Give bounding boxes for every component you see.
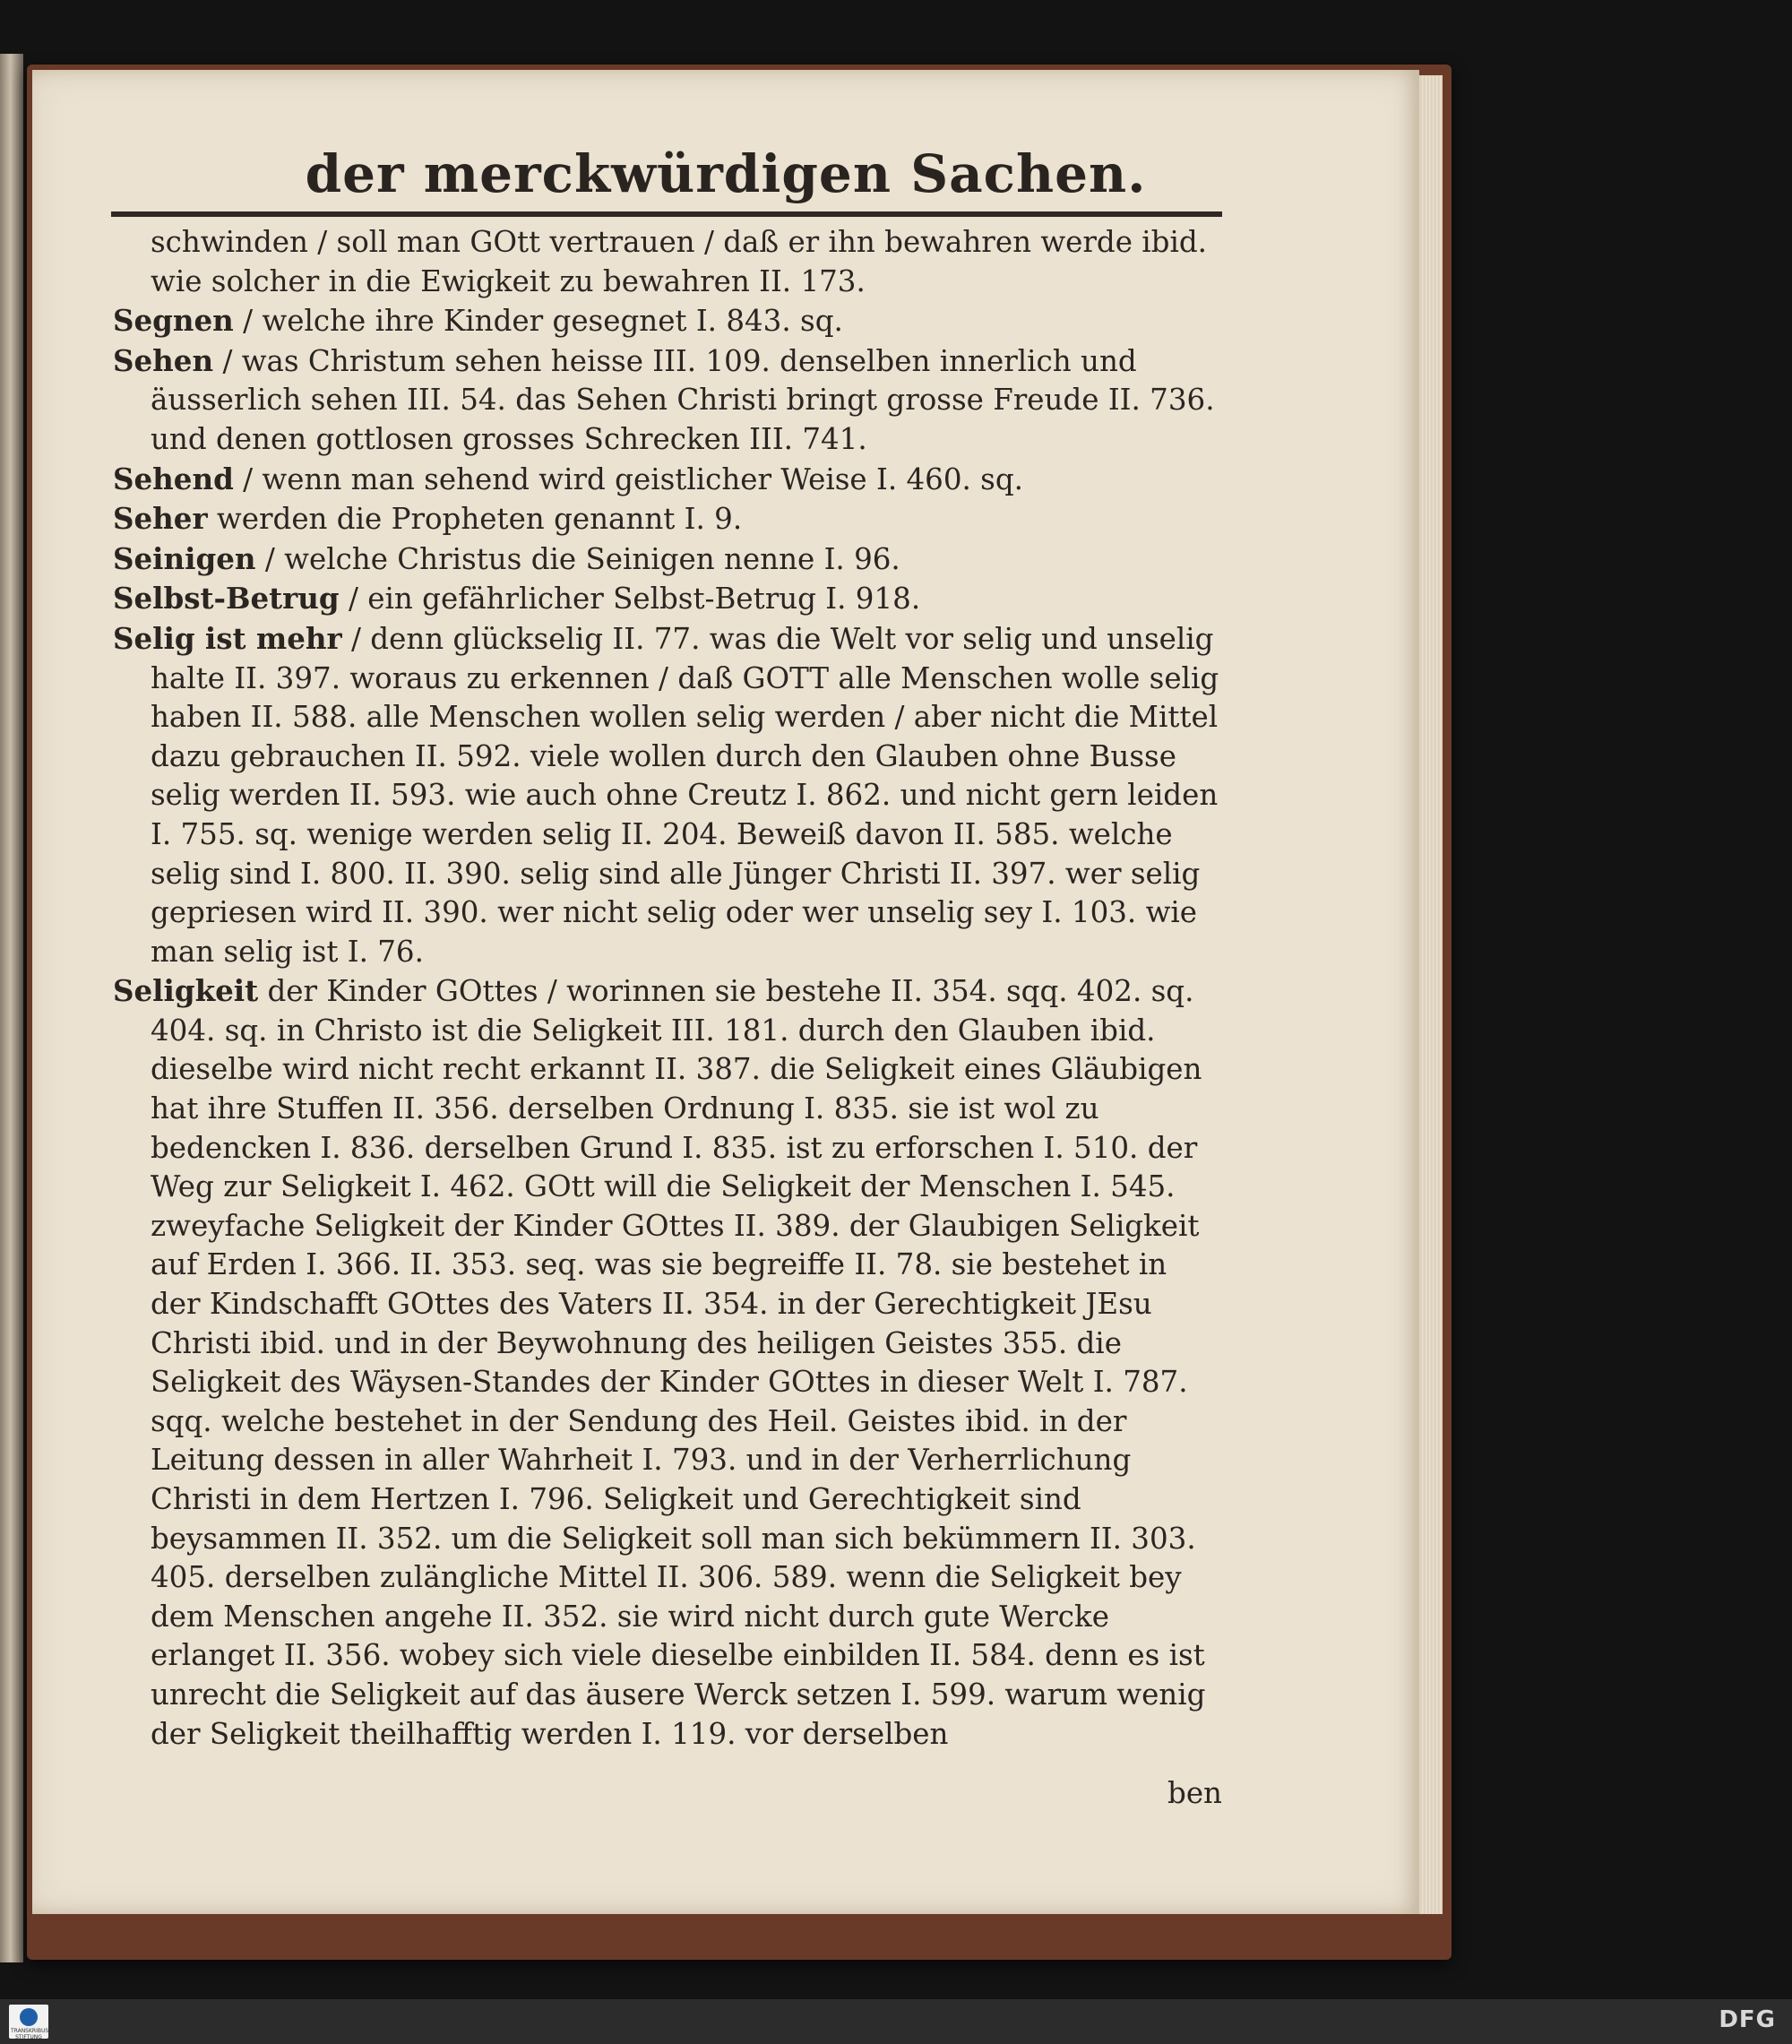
index-entry xyxy=(113,222,1224,301)
logo-mark-icon xyxy=(20,2008,38,2026)
entry-keyword: Seligkeit xyxy=(113,973,259,1009)
index-entry xyxy=(113,499,1224,539)
entry-text: / welche ihre Kinder gesegnet I. 843. sq. xyxy=(243,304,843,339)
entry-keyword: Sehen xyxy=(113,342,214,378)
dfg-logo[interactable]: DFG xyxy=(1719,2006,1776,2033)
header-rule xyxy=(111,211,1222,217)
entry-text: der Kinder GOttes / worinnen sie bestehe II. 354. sqq. 402. sq. 404. sq. in Christo ist die Seligkeit III. 181. durch den Glauben ibid. dieselbe wird nicht recht erkannt II. 387. die Seligkeit eines Gläubigen hat ihre Stuffen II. 356. derselben Ordnung I. 835. sie ist wol zu bedencken I. 836. derselben Grund I. 835. ist zu erforschen I. 510. der Weg zur Seligkeit I. 462. GOtt will die Seligkeit der Menschen I. 545. zweyfache Seligkeit der Kinder GOttes II. 389. der Glaubigen Seligkeit auf Erden I. 366. II. 353. seq. was sie begreiffe II. 78. sie bestehet in der Kindschafft GOttes des Vaters II. 354. in der Gerechtigkeit JEsu Christi ibid. und in der Beywohnung des heiligen Geistes 355. die Seligkeit des Wäysen-Standes der Kinder GOttes in dieser Welt I. 787. sqq. welche bestehet in der Sendung des Heil. Geistes ibid. in der Leitung dessen in aller Wahrheit I. 793. und in der Verherrlichung Christi in dem Hertzen I. 796. Seligkeit und Gerechtigkeit sind beysammen II. 352. um die Seligkeit soll man sich bekümmern II. 303. 405. derselben zulängliche Mittel II. 306. 589. wenn die Seligkeit bey dem Menschen angehe II. 352. sie wird nicht durch gute Wercke erlanget II. 356. wobey sich viele dieselbe einbilden II. 584. denn es ist unrecht die Seligkeit auf das äusere Werck setzen I. 599. warum wenig der Seligkeit theilhafftig werden I. 119. vor derselben xyxy=(151,974,1206,1751)
viewer-footer xyxy=(0,1999,1792,2044)
catchword: ben xyxy=(1167,1776,1222,1810)
entry-keyword: Seher xyxy=(113,501,208,537)
previous-page-edge xyxy=(0,54,23,1962)
index-entry xyxy=(113,460,1224,500)
index-entry xyxy=(113,341,1224,460)
logo-caption: TRANSKRIBUS STIFTUNG xyxy=(11,2028,49,2040)
book-page xyxy=(32,70,1419,1914)
entry-text: / ein gefährlicher Selbst-Betrug I. 918. xyxy=(349,582,921,617)
index-entry xyxy=(113,971,1224,1754)
index-entries xyxy=(113,222,1224,1754)
entry-keyword: Seinigen xyxy=(113,540,256,576)
entry-text: / wenn man sehend wird geistlicher Weise I. 460. sq. xyxy=(243,461,1023,496)
index-entry xyxy=(113,301,1224,341)
entry-text: / denn glückselig II. 77. was die Welt vor selig und unselig halte II. 397. woraus zu erkennen / daß GOTT alle Menschen wolle selig haben II. 588. alle Menschen wollen selig werden / aber nicht die Mittel dazu gebrauchen II. 592. viele wollen durch den Glauben ohne Busse selig werden II. 593. wie auch ohne Creutz I. 862. und nicht gern leiden I. 755. sq. wenige werden selig II. 204. Beweiß davon II. 585. welche selig sind I. 800. II. 390. selig sind alle Jünger Christi II. 397. wer selig gepriesen wird II. 390. wer nicht selig oder wer unselig sey I. 103. wie man selig ist I. 76. xyxy=(151,621,1219,969)
entry-keyword: Selig ist mehr xyxy=(113,620,342,656)
entry-text: werden die Propheten genannt I. 9. xyxy=(216,502,743,537)
entry-text: schwinden / soll man GOtt vertrauen / daß er ihn bewahren werde ibid. wie solcher in die Ewigkeit zu bewahren II. 173. xyxy=(151,225,1208,298)
index-entry xyxy=(113,539,1224,580)
entry-text: / welche Christus die Seinigen nenne I. 96. xyxy=(264,541,900,576)
index-entry xyxy=(113,579,1224,619)
page-header: der merckwürdigen Sachen. xyxy=(305,143,1147,204)
entry-keyword: Selbst-Betrug xyxy=(113,581,340,617)
entry-keyword: Segnen xyxy=(113,303,234,339)
index-entry xyxy=(113,619,1224,971)
page-stack-edge xyxy=(1419,75,1443,1914)
entry-keyword: Sehend xyxy=(113,461,234,496)
entry-text: / was Christum sehen heisse III. 109. denselben innerlich und äusserlich sehen III. 54. das Sehen Christi bringt grosse Freude II. 736. und denen gottlosen grosses Schrecken III. 741. xyxy=(151,343,1215,456)
institution-logo[interactable] xyxy=(9,2005,48,2039)
